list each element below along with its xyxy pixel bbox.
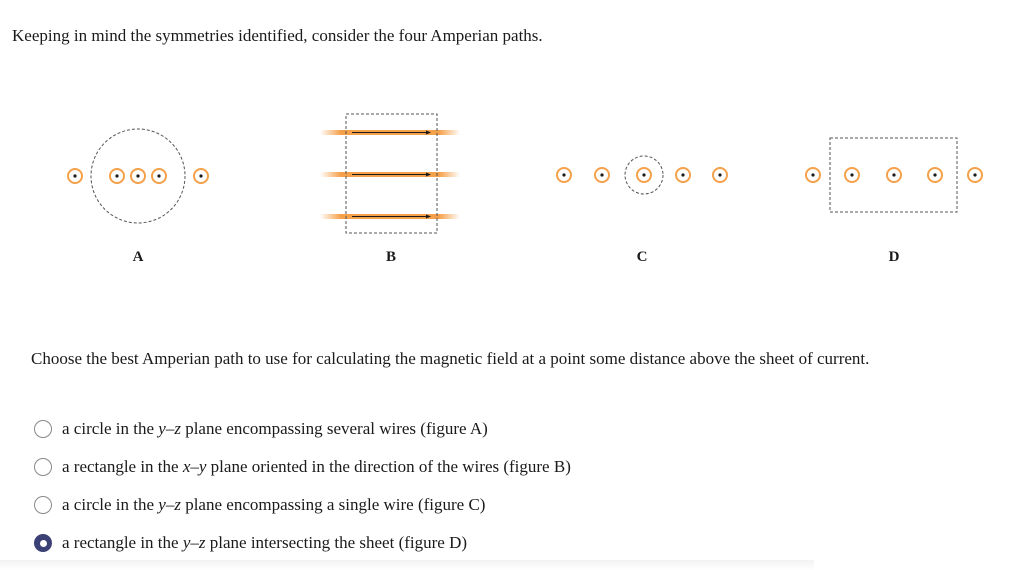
wire-dot-icon (194, 169, 208, 183)
wire-dot-icon (110, 169, 124, 183)
figure-label-a: A (132, 249, 144, 265)
figure-c (557, 156, 727, 265)
figure-a (68, 129, 208, 265)
wire-dot-icon (806, 168, 820, 182)
figure-label-c: C (636, 249, 648, 265)
wire-dot-icon (131, 169, 145, 183)
prompt-text: Keeping in mind the symmetries identified, consider the four Amperian paths. (12, 26, 543, 45)
wire-dot-icon (557, 168, 571, 182)
figure-b (320, 114, 460, 265)
radio-button[interactable] (34, 420, 52, 438)
option-label: a circle in the y–z plane encompassing a single wire (figure C) (62, 495, 486, 514)
wire-dot-icon (68, 169, 82, 183)
option-figure-c[interactable] (34, 486, 794, 524)
figure-label-d: D (888, 249, 900, 265)
wire-dot-icon (968, 168, 982, 182)
figure-d (806, 138, 982, 265)
option-figure-b[interactable] (34, 448, 794, 486)
wire-dot-icon (595, 168, 609, 182)
option-label: a rectangle in the y–z plane intersecting the sheet (figure D) (62, 533, 468, 552)
answer-options (34, 410, 794, 562)
radio-button[interactable] (34, 496, 52, 514)
wire-dot-icon (928, 168, 942, 182)
wire-dot-icon (845, 168, 859, 182)
wire-dot-icon (152, 169, 166, 183)
option-figure-a[interactable] (34, 410, 794, 448)
wire-dot-icon (676, 168, 690, 182)
option-label: a rectangle in the x–y plane oriented in the direction of the wires (figure B) (62, 457, 571, 476)
figure-label-b: B (385, 249, 397, 265)
wire-dot-icon (887, 168, 901, 182)
radio-button[interactable] (34, 458, 52, 476)
wire-dot-icon (637, 168, 651, 182)
wire-dot-icon (713, 168, 727, 182)
question-text: Choose the best Amperian path to use for calculating the magnetic field at a point some distance above the sheet of current. (31, 349, 870, 368)
option-label: a circle in the y–z plane encompassing several wires (figure A) (62, 419, 488, 438)
radio-button-selected[interactable] (34, 534, 52, 552)
option-figure-d[interactable] (34, 524, 794, 562)
